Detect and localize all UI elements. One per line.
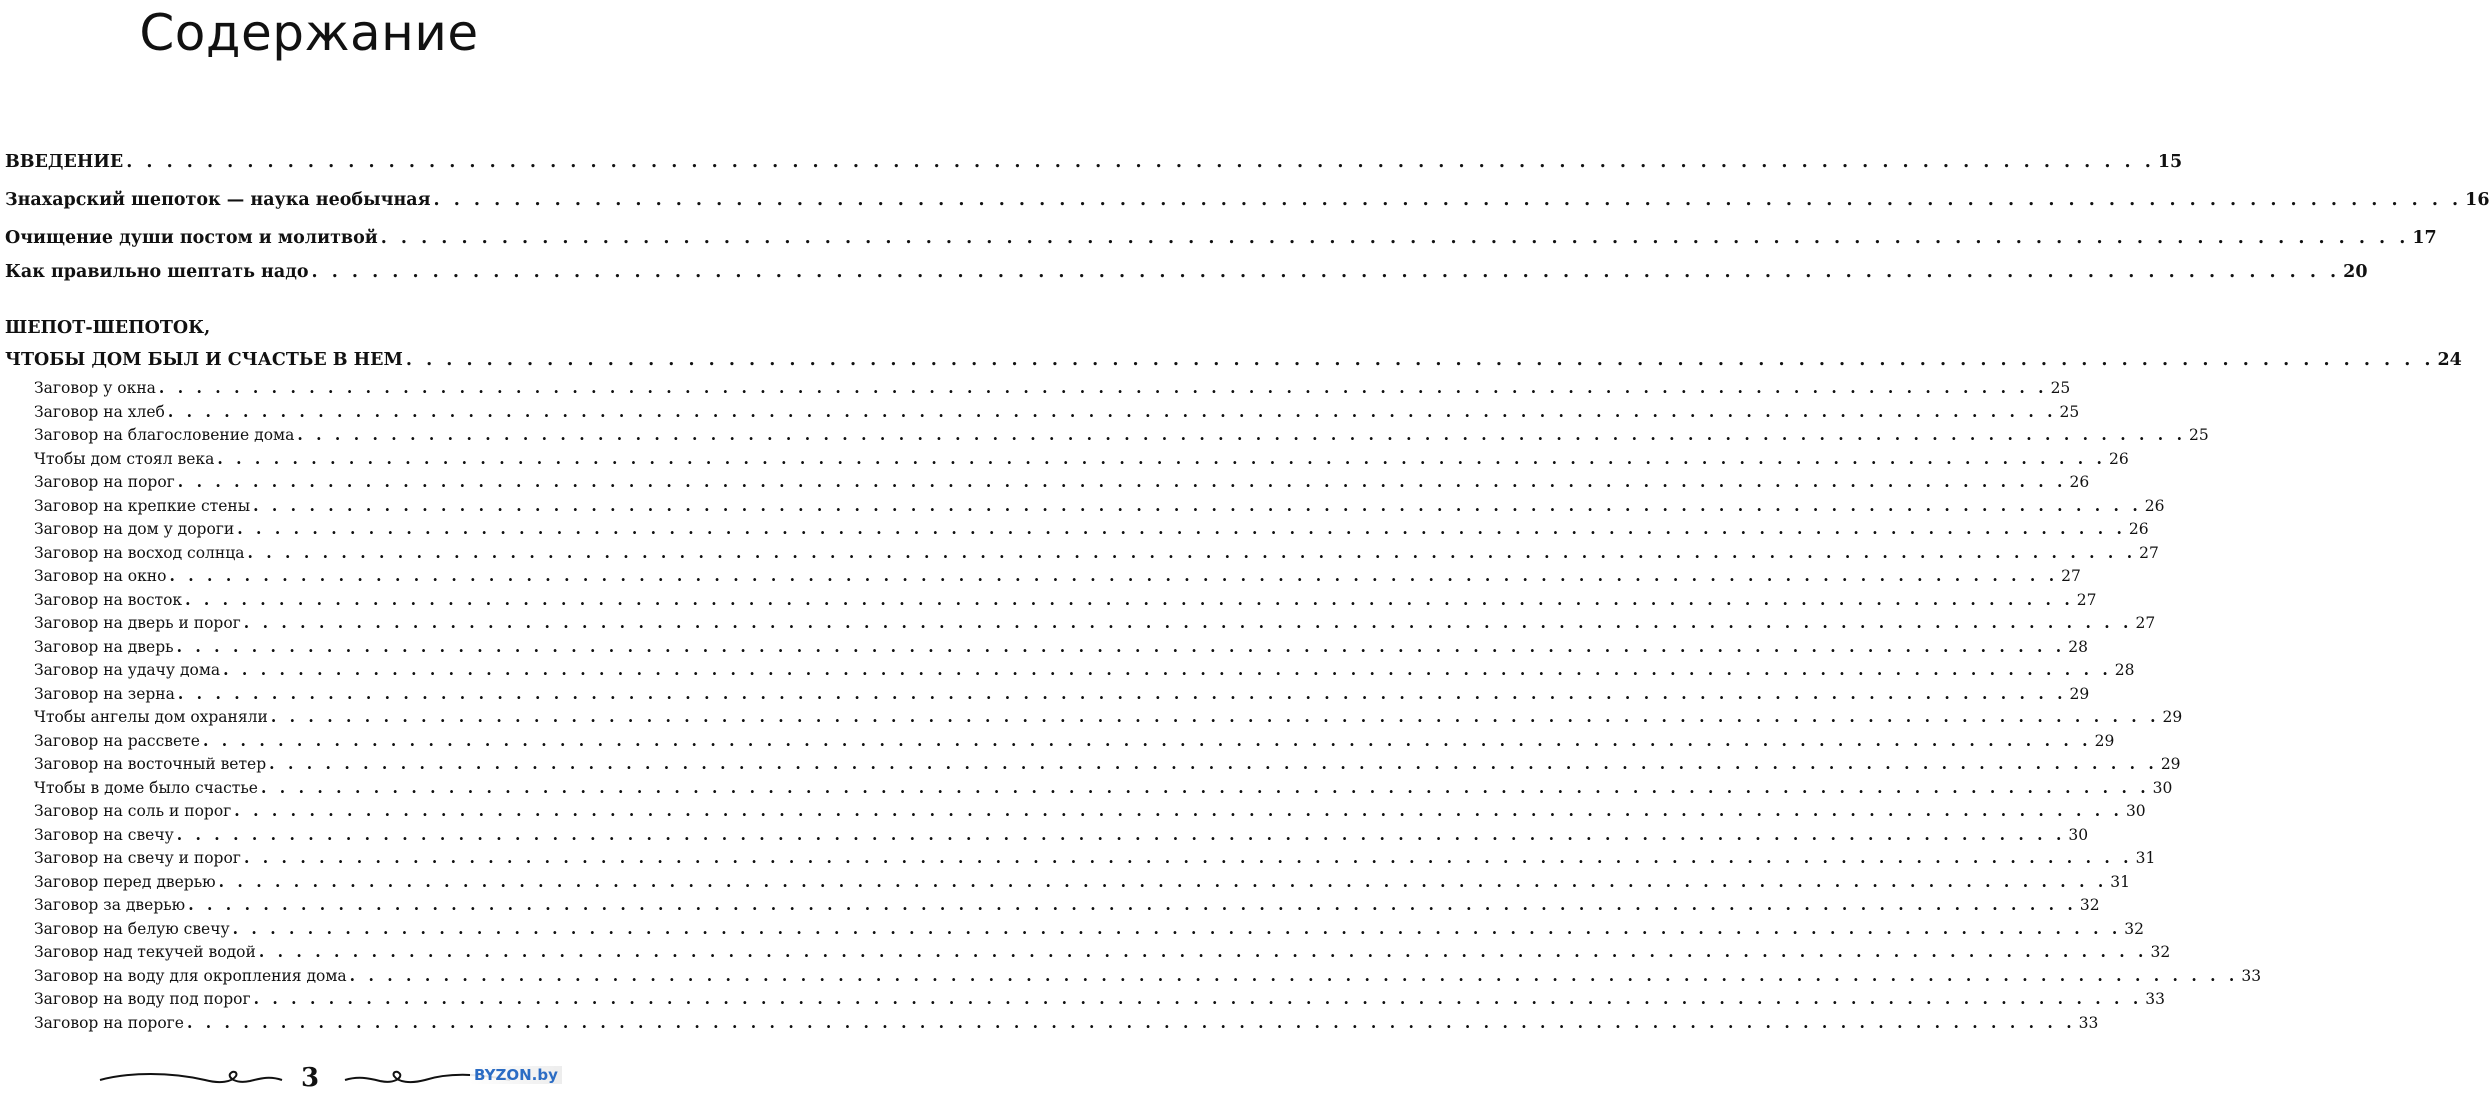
toc-entry — [34, 566, 2081, 585]
dot-leader: . . . . . . . . . . . . . . . . . . . . . . . . . . . . . . . . . . . . . . . . . . . . . . . . . . . . . . . . . . . . . . . . . . . . . . . . . . . . . . . . . . . . . . . . . . . . . . . . . . . . . — [177, 684, 2067, 703]
dot-leader: . . . . . . . . . . . . . . . . . . . . . . . . . . . . . . . . . . . . . . . . . . . . . . . . . . . . . . . . . . . . . . . . . . . . . . . . . . . . . . . . . . . . . . . . . . . . . . . . . . . . . — [176, 825, 2066, 844]
dot-leader: . . . . . . . . . . . . . . . . . . . . . . . . . . . . . . . . . . . . . . . . . . . . . . . . . . . . . . . . . . . . . . . . . . . . . . . . . . . . . . . . . . . . . . . . . . . . . . . . . . . . . — [232, 919, 2122, 938]
dot-leader: . . . . . . . . . . . . . . . . . . . . . . . . . . . . . . . . . . . . . . . . . . . . . . . . . . . . . . . . . . . . . . . . . . . . . . . . . . . . . . . . . . . . . . . . . . . . . . . . . . . . . — [169, 566, 2059, 585]
toc-entry-page: 25 — [2050, 379, 2071, 397]
dot-leader: . . . . . . . . . . . . . . . . . . . . . . . . . . . . . . . . . . . . . . . . . . . . . . . . . . . . . . . . . . . . . . . . . . . . . . . . . . . . . . . . . . . . . . . . . . . . . . . . . . . . . — [243, 613, 2133, 632]
dot-leader: . . . . . . . . . . . . . . . . . . . . . . . . . . . . . . . . . . . . . . . . . . . . . . . . . . . . . . . . . . . . . . . . . . . . . . . . . . . . . . . . . . . . . . . . . . . . . . . . . . . . . — [218, 872, 2108, 891]
toc-entry-title: Заговор на восток — [34, 591, 183, 609]
toc-entry-page: 27 — [2135, 614, 2156, 632]
dot-leader: . . . . . . . . . . . . . . . . . . . . . . . . . . . . . . . . . . . . . . . . . . . . . . . . . . . . . . . . . . . . . . . . . . . . . . . . . . . . . . . . . . . . . . . . . . . . . . . . . . . . . — [349, 966, 2239, 985]
toc-entry — [34, 378, 2071, 397]
toc-entry-page: 29 — [2160, 755, 2181, 773]
dot-leader: . . . . . . . . . . . . . . . . . . . . . . . . . . . . . . . . . . . . . . . . . . . . . . . . . . . . . . . . . . . . . . . . . . . . . . . . . . . . . . . . . . . . . . . . . . . . . . . . . . . . . — [126, 152, 2155, 172]
toc-entry — [34, 543, 2159, 562]
toc-entry-page: 32 — [2079, 896, 2100, 914]
toc-entry — [34, 754, 2181, 773]
toc-entry-title: Очищение души постом и молитвой — [5, 228, 378, 248]
toc-entry — [34, 402, 2080, 421]
dot-leader: . . . . . . . . . . . . . . . . . . . . . . . . . . . . . . . . . . . . . . . . . . . . . . . . . . . . . . . . . . . . . . . . . . . . . . . . . . . . . . . . . . . . . . . . . . . . . . . . . . . . . — [269, 754, 2158, 773]
toc-entry — [34, 942, 2171, 961]
toc-entry-title: Заговор на дверь — [34, 638, 174, 656]
toc-entry-page: 32 — [2124, 920, 2144, 938]
dot-leader: . . . . . . . . . . . . . . . . . . . . . . . . . . . . . . . . . . . . . . . . . . . . . . . . . . . . . . . . . . . . . . . . . . . . . . . . . . . . . . . . . . . . . . . . . . . . . . . . . . . . . — [237, 519, 2126, 538]
toc-entry-page: 27 — [2076, 591, 2097, 609]
toc-entry-title: Заговор на соль и порог — [34, 802, 232, 820]
toc-entry — [34, 989, 2165, 1008]
watermark-logo: BYZON.by — [470, 1066, 562, 1084]
dot-leader: . . . . . . . . . . . . . . . . . . . . . . . . . . . . . . . . . . . . . . . . . . . . . . . . . . . . . . . . . . . . . . . . . . . . . . . . . . . . . . . . . . . . . . . . . . . . . . . . . . . . . — [253, 496, 2142, 515]
toc-entry-page: 25 — [2059, 403, 2080, 421]
toc-entry-title: Заговор на восход солнца — [34, 544, 245, 562]
toc-entry-title: ЧТОБЫ ДОМ БЫЛ И СЧАСТЬЕ В НЕМ — [5, 350, 403, 370]
toc-entry — [34, 449, 2129, 468]
dot-leader: . . . . . . . . . . . . . . . . . . . . . . . . . . . . . . . . . . . . . . . . . . . . . . . . . . . . . . . . . . . . . . . . . . . . . . . . . . . . . . . . . . . . . . . . . . . . . . . . . . . . . — [167, 402, 2057, 421]
toc-entry-page: 31 — [2135, 849, 2156, 867]
toc-entry — [34, 731, 2115, 750]
dot-leader: . . . . . . . . . . . . . . . . . . . . . . . . . . . . . . . . . . . . . . . . . . . . . . . . . . . . . . . . . . . . . . . . . . . . . . . . . . . . . . . . . . . . . . . . . . . . . . . . . . . . . — [260, 778, 2150, 797]
dot-leader: . . . . . . . . . . . . . . . . . . . . . . . . . . . . . . . . . . . . . . . . . . . . . . . . . . . . . . . . . . . . . . . . . . . . . . . . . . . . . . . . . . . . . . . . . . . . . . . . . . . . . — [217, 449, 2106, 468]
toc-entry-title: Заговор на дверь и порог — [34, 614, 241, 632]
toc-entry-page: 28 — [2068, 638, 2088, 656]
toc-entry — [34, 684, 2090, 703]
toc-entry-page: 33 — [2145, 990, 2165, 1008]
toc-entry-page: 31 — [2110, 873, 2131, 891]
toc-entry-title: Заговор за дверью — [34, 896, 186, 914]
toc-entry — [5, 228, 2437, 248]
dot-leader: . . . . . . . . . . . . . . . . . . . . . . . . . . . . . . . . . . . . . . . . . . . . . . . . . . . . . . . . . . . . . . . . . . . . . . . . . . . . . . . . . . . . . . . . . . . . . . . . . . . . . — [185, 590, 2074, 609]
toc-entry-title: Заговор на свечу и порог — [34, 849, 241, 867]
toc-entry-page: 33 — [2241, 967, 2262, 985]
toc-entry — [34, 848, 2156, 867]
toc-entry-title: Чтобы дом стоял века — [34, 450, 215, 468]
toc-entry-page: 24 — [2437, 350, 2462, 370]
toc-entry — [34, 660, 2135, 679]
dot-leader: . . . . . . . . . . . . . . . . . . . . . . . . . . . . . . . . . . . . . . . . . . . . . . . . . . . . . . . . . . . . . . . . . . . . . . . . . . . . . . . . . . . . . . . . . . . . . . . . . . . . . — [243, 848, 2133, 867]
toc-entry-page: 26 — [2144, 497, 2165, 515]
page-number: 3 — [300, 1063, 320, 1093]
toc-entry — [34, 872, 2131, 891]
toc-entry — [34, 919, 2144, 938]
dot-leader: . . . . . . . . . . . . . . . . . . . . . . . . . . . . . . . . . . . . . . . . . . . . . . . . . . . . . . . . . . . . . . . . . . . . . . . . . . . . . . . . . . . . . . . . . . . . . . . . . . . . . — [223, 660, 2112, 679]
toc-entry-page: 15 — [2157, 152, 2183, 172]
toc-entry — [5, 190, 2490, 210]
toc-entry-page: 30 — [2068, 826, 2089, 844]
toc-entry — [34, 966, 2262, 985]
dot-leader: . . . . . . . . . . . . . . . . . . . . . . . . . . . . . . . . . . . . . . . . . . . . . . . . . . . . . . . . . . . . . . . . . . . . . . . . . . . . . . . . . . . . . . . . . . . . . . . . . . . . . — [258, 942, 2148, 961]
toc-entry-title: Заговор на хлеб — [34, 403, 165, 421]
toc-entry-title: Заговор на воду для окропления дома — [34, 967, 347, 985]
toc-entry — [34, 496, 2165, 515]
toc-entry-title: Заговор над текучей водой — [34, 943, 256, 961]
toc-entry-title: ВВЕДЕНИЕ — [5, 152, 124, 172]
toc-entry-title: Заговор на зерна — [34, 685, 175, 703]
dot-leader: . . . . . . . . . . . . . . . . . . . . . . . . . . . . . . . . . . . . . . . . . . . . . . . . . . . . . . . . . . . . . . . . . . . . . . . . . . . . . . . . . . . . . . . . . . . . . . . . . . . . . — [297, 425, 2186, 444]
dot-leader: . . . . . . . . . . . . . . . . . . . . . . . . . . . . . . . . . . . . . . . . . . . . . . . . . . . . . . . . . . . . . . . . . . . . . . . . . . . . . . . . . . . . . . . . . . . . . . . . . . . . . — [176, 637, 2066, 656]
toc-entry-title: Чтобы в доме было счастье — [34, 779, 258, 797]
dot-leader: . . . . . . . . . . . . . . . . . . . . . . . . . . . . . . . . . . . . . . . . . . . . . . . . . . . . . . . . . . . . . . . . . . . . . . . . . . . . . . . . . . . . . . . . . . . . . . . . . . . . . — [202, 731, 2092, 750]
toc-entry-title: Заговор на рассвете — [34, 732, 200, 750]
toc-entry-title: Заговор на пороге — [34, 1014, 184, 1032]
dot-leader: . . . . . . . . . . . . . . . . . . . . . . . . . . . . . . . . . . . . . . . . . . . . . . . . . . . . . . . . . . . . . . . . . . . . . . . . . . . . . . . . . . . . . . . . . . . . . . . . . . . . . — [433, 190, 2463, 210]
toc-entry-page: 30 — [2152, 779, 2173, 797]
dot-leader: . . . . . . . . . . . . . . . . . . . . . . . . . . . . . . . . . . . . . . . . . . . . . . . . . . . . . . . . . . . . . . . . . . . . . . . . . . . . . . . . . . . . . . . . . . . . . . . . . . . . . — [247, 543, 2137, 562]
toc-entry — [34, 613, 2156, 632]
page-title: Содержание — [139, 4, 479, 62]
toc-entry-page: 25 — [2188, 426, 2209, 444]
toc-entry-title: Заговор на дом у дороги — [34, 520, 235, 538]
toc-entry-title: Заговор на крепкие стены — [34, 497, 251, 515]
toc-entry-title: Заговор на удачу дома — [34, 661, 221, 679]
dot-leader: . . . . . . . . . . . . . . . . . . . . . . . . . . . . . . . . . . . . . . . . . . . . . . . . . . . . . . . . . . . . . . . . . . . . . . . . . . . . . . . . . . . . . . . . . . . . . . . . . . . . . — [270, 707, 2160, 726]
toc-entry-page: 29 — [2094, 732, 2115, 750]
toc-entry-title: Заговор на окно — [34, 567, 167, 585]
toc-entry-page: 27 — [2139, 544, 2159, 562]
toc-entry — [34, 1013, 2099, 1032]
toc-entry-page: 28 — [2114, 661, 2135, 679]
toc-entry-page: 29 — [2162, 708, 2183, 726]
dot-leader: . . . . . . . . . . . . . . . . . . . . . . . . . . . . . . . . . . . . . . . . . . . . . . . . . . . . . . . . . . . . . . . . . . . . . . . . . . . . . . . . . . . . . . . . . . . . . . . . . . . . . — [158, 378, 2048, 397]
toc-entry-title: Заговор у окна — [34, 379, 156, 397]
toc-entry-title: Заговор на белую свечу — [34, 920, 230, 938]
toc-entry-title: Заговор на воду под порог — [34, 990, 251, 1008]
toc-entry — [5, 350, 2462, 370]
toc-entry — [34, 895, 2100, 914]
toc-entry-title: Как правильно шептать надо — [5, 262, 309, 282]
toc-entry-page: 26 — [2069, 473, 2090, 491]
toc-entry — [34, 801, 2146, 820]
toc-entry-page: 27 — [2061, 567, 2081, 585]
toc-entry — [34, 425, 2209, 444]
toc-entry-page: 30 — [2125, 802, 2146, 820]
toc-entry-page: 17 — [2412, 228, 2437, 248]
toc-entry — [34, 519, 2149, 538]
toc-entry-page: 26 — [2128, 520, 2149, 538]
dot-leader: . . . . . . . . . . . . . . . . . . . . . . . . . . . . . . . . . . . . . . . . . . . . . . . . . . . . . . . . . . . . . . . . . . . . . . . . . . . . . . . . . . . . . . . . . . . . . . . . . . . . . — [177, 472, 2067, 491]
toc-entry-title: Заговор на благословение дома — [34, 426, 295, 444]
section-heading-line1: ШЕПОТ-ШЕПОТОК, — [5, 318, 211, 338]
toc-entry-title: Заговор на восточный ветер — [34, 755, 267, 773]
toc-entry — [5, 152, 2183, 172]
toc-entry-title: Чтобы ангелы дом охраняли — [34, 708, 268, 726]
toc-entry — [5, 262, 2368, 282]
toc-entry-title: Знахарский шепоток — наука необычная — [5, 190, 431, 210]
dot-leader: . . . . . . . . . . . . . . . . . . . . . . . . . . . . . . . . . . . . . . . . . . . . . . . . . . . . . . . . . . . . . . . . . . . . . . . . . . . . . . . . . . . . . . . . . . . . . . . . . . . . . — [253, 989, 2143, 1008]
toc-entry — [34, 707, 2183, 726]
toc-entry-page: 33 — [2078, 1014, 2099, 1032]
toc-entry-page: 26 — [2108, 450, 2129, 468]
toc-entry-title: Заговор перед дверью — [34, 873, 216, 891]
toc-entry-page: 29 — [2069, 685, 2090, 703]
toc-entry — [34, 637, 2088, 656]
toc-entry — [34, 472, 2090, 491]
dot-leader: . . . . . . . . . . . . . . . . . . . . . . . . . . . . . . . . . . . . . . . . . . . . . . . . . . . . . . . . . . . . . . . . . . . . . . . . . . . . . . . . . . . . . . . . . . . . . . . . . . . . . — [234, 801, 2123, 820]
toc-entry-page: 16 — [2465, 190, 2490, 210]
dot-leader: . . . . . . . . . . . . . . . . . . . . . . . . . . . . . . . . . . . . . . . . . . . . . . . . . . . . . . . . . . . . . . . . . . . . . . . . . . . . . . . . . . . . . . . . . . . . . . . . . . . . . — [405, 350, 2435, 370]
dot-leader: . . . . . . . . . . . . . . . . . . . . . . . . . . . . . . . . . . . . . . . . . . . . . . . . . . . . . . . . . . . . . . . . . . . . . . . . . . . . . . . . . . . . . . . . . . . . . . . . . . . . . — [380, 228, 2410, 248]
toc-entry-title: Заговор на порог — [34, 473, 175, 491]
dot-leader: . . . . . . . . . . . . . . . . . . . . . . . . . . . . . . . . . . . . . . . . . . . . . . . . . . . . . . . . . . . . . . . . . . . . . . . . . . . . . . . . . . . . . . . . . . . . . . . . . . . . . — [311, 262, 2341, 282]
toc-entry-title: Заговор на свечу — [34, 826, 174, 844]
toc-entry-page: 32 — [2150, 943, 2171, 961]
dot-leader: . . . . . . . . . . . . . . . . . . . . . . . . . . . . . . . . . . . . . . . . . . . . . . . . . . . . . . . . . . . . . . . . . . . . . . . . . . . . . . . . . . . . . . . . . . . . . . . . . . . . . — [188, 895, 2077, 914]
toc-entry-page: 20 — [2343, 262, 2368, 282]
dot-leader: . . . . . . . . . . . . . . . . . . . . . . . . . . . . . . . . . . . . . . . . . . . . . . . . . . . . . . . . . . . . . . . . . . . . . . . . . . . . . . . . . . . . . . . . . . . . . . . . . . . . . — [186, 1013, 2076, 1032]
toc-entry — [34, 778, 2173, 797]
toc-entry — [34, 825, 2089, 844]
toc-entry — [34, 590, 2097, 609]
